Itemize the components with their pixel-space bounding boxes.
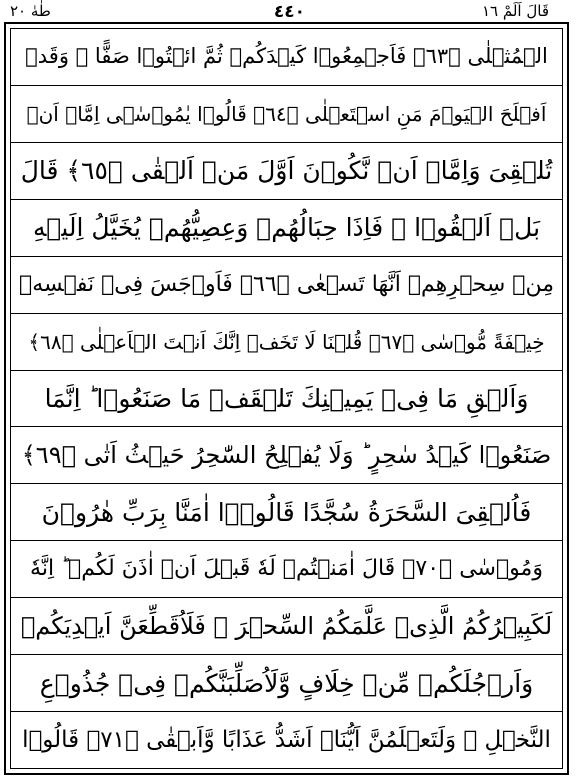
- verse-line: خِيۡفَةً مُّوۡسٰی ﴿٦٧﴾ قُلۡنَا لَا تَخَفۡ اِنَّكَ اَنۡتَ الۡاَعۡلٰی ﴿٦٨﴾: [11, 314, 562, 371]
- juz-label: قَالَ اَلَمْ ١٦: [481, 2, 549, 20]
- verse-line: اَفۡلَحَ الۡيَوۡمَ مَنِ اسۡتَعۡلٰی ﴿٦٤﴾ قَالُوۡا يٰمُوۡسٰۤی اِمَّاۤ اَنۡ: [11, 86, 562, 143]
- verse-line: الۡمُثۡلٰی ﴿٦٣﴾ فَاَجۡمِعُوۡا كَيۡدَكُمۡ ثُمَّ ائۡتُوۡا صَفًّا ۚ وَقَدۡ: [11, 29, 562, 86]
- verse-line: صَنَعُوۡا كَيۡدُ سٰحِرٍ ؕ وَلَا يُفۡلِحُ السّٰحِرُ حَيۡثُ اَتٰی ﴿٦٩﴾: [11, 427, 562, 484]
- page-border: [4, 22, 569, 775]
- page-header: [0, 0, 579, 22]
- surah-label: طٰهٰ ٢٠: [10, 2, 51, 20]
- verse-line: وَاَلۡقِ مَا فِیۡ يَمِيۡنِكَ تَلۡقَفۡ مَا صَنَعُوۡا ؕ اِنَّمَا: [11, 371, 562, 428]
- verse-line: فَاُلۡقِیَ السَّحَرَةُ سُجَّدًا قَالُوۡۤا اٰمَنَّا بِرَبِّ هٰرُوۡنَ: [11, 484, 562, 541]
- verse-line: لَكَبِيۡرُكُمُ الَّذِیۡ عَلَّمَكُمُ السِّحۡرَ ۚ فَلَاُقَطِّعَنَّ اَيۡدِيَكُمۡ: [11, 598, 562, 655]
- verse-line: وَاَرۡجُلَكُمۡ مِّنۡ خِلَافٍ وَّلَاُصَلِّبَنَّكُمۡ فِیۡ جُذُوۡعِ: [11, 655, 562, 712]
- verse-line: بَلۡ اَلۡقُوۡا ۚ فَاِذَا حِبَالُهُمۡ وَعِصِيُّهُمۡ يُخَيَّلُ اِلَيۡهِ: [11, 200, 562, 257]
- page-number: ٤٤٠: [273, 2, 306, 22]
- verse-line: النَّخۡلِ ۫ وَلَتَعۡلَمُنَّ اَيُّنَاۤ اَشَدُّ عَذَابًا وَّاَبۡقٰی ﴿٧١﴾ قَالُوۡا: [22, 726, 551, 753]
- text-panel: [10, 28, 563, 769]
- verse-line: وَمُوۡسٰی ﴿٧٠﴾ قَالَ اٰمَنۡتُمۡ لَهٗ قَبۡلَ اَنۡ اٰذَنَ لَكُمۡ ؕ اِنَّهٗ: [11, 541, 562, 598]
- verse-line: تُلۡقِیَ وَاِمَّاۤ اَنۡ نَّكُوۡنَ اَوَّلَ مَنۡ اَلۡقٰی ﴿٦٥﴾ قَالَ: [11, 143, 562, 200]
- verse-lines: [11, 29, 562, 768]
- verse-line: مِنۡ سِحۡرِهِمۡ اَنَّهَا تَسۡعٰی ﴿٦٦﴾ فَاَوۡجَسَ فِیۡ نَفۡسِهٖ: [11, 257, 562, 314]
